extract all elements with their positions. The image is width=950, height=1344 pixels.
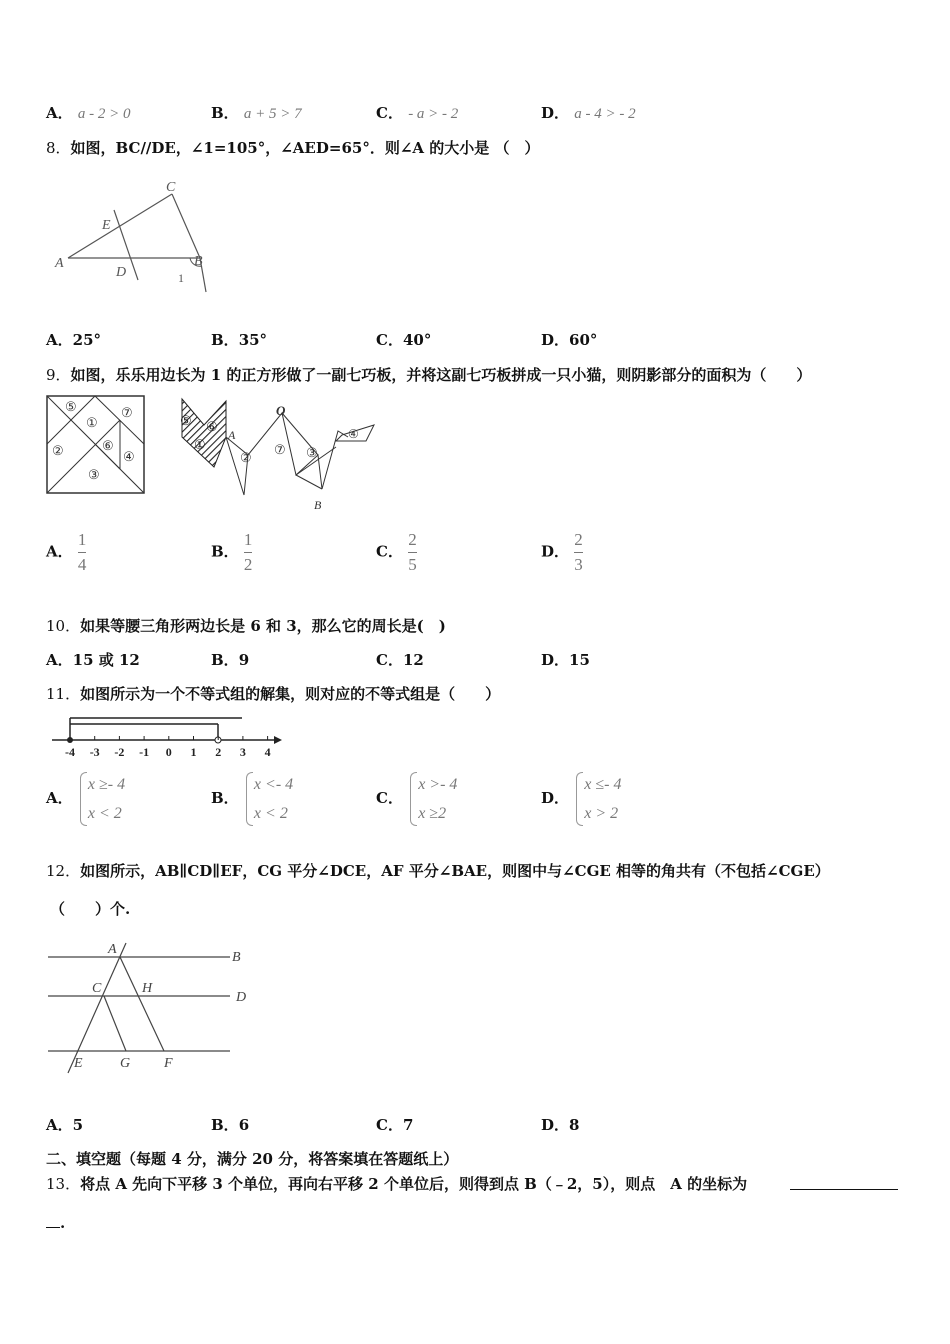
q12-label-f: F (164, 1056, 173, 1071)
q8-label-a: A (55, 256, 64, 271)
q11-tick-label: -4 (65, 745, 75, 759)
q8-figure (50, 172, 220, 302)
q12-label-g: G (120, 1056, 131, 1071)
q9-cat-label-5: ⑤ (180, 413, 192, 428)
q8-label-b: B (194, 254, 203, 269)
q9-cat-label-o: O (276, 403, 286, 418)
q11-option-c: C． x >- 4 x ≥2 (376, 770, 457, 828)
q9-cat-label-1: ① (194, 437, 206, 452)
q8-label-c: C (166, 180, 176, 195)
q12-option-b: B．6 (211, 1116, 250, 1134)
q11-option-a: A． x ≥- 4 x < 2 (46, 770, 125, 828)
q10-option-a: A．15 或 12 (46, 651, 140, 669)
q7-option-c: C． - a > - 2 (376, 104, 459, 122)
q11-tick-label: -3 (89, 745, 100, 759)
q9-sq-label-3: ③ (88, 467, 100, 482)
q9-option-a: A． $\frac{1}{4}$ (46, 530, 87, 574)
q10-option-d: D．15 (541, 651, 590, 669)
q11-tick-label: 1 (190, 745, 197, 759)
q12-label-e: E (74, 1056, 83, 1071)
q7-option-a: A． a - 2 > 0 (46, 104, 131, 122)
q8-option-c: C．40° (376, 331, 432, 349)
q11-tick-label: 4 (264, 745, 271, 759)
q10-option-c: C．12 (376, 651, 424, 669)
q9-cat-label-7: ⑦ (274, 442, 286, 457)
q9-cat-label-b: B (314, 498, 322, 512)
q13-stem: 13．将点 A 先向下平移 3 个单位，再向右平移 2 个单位后，则得到点 B（﹣2，5），则点 A 的坐标为 (46, 1175, 748, 1193)
q9-cat-label-6: ⑥ (206, 419, 218, 434)
q11-tick-label: 3 (239, 745, 246, 759)
q13-answer-blank-tail: . (46, 1213, 65, 1232)
q12-label-d: D (236, 990, 247, 1005)
q11-tick-label: -1 (139, 745, 150, 759)
q11-stem: 11．如图所示为一个不等式组的解集，则对应的不等式组是（ ） (46, 685, 501, 703)
q11-tick-label: 0 (165, 745, 172, 759)
q9-sq-label-4: ④ (123, 449, 135, 464)
q10-option-b: B．9 (211, 651, 250, 669)
q11-tick-label: -2 (114, 745, 125, 759)
q11-number-line (50, 712, 290, 760)
q9-option-d: D． $\frac{2}{3}$ (541, 530, 583, 574)
q12-figure (44, 935, 264, 1075)
q12-option-c: C．7 (376, 1116, 414, 1134)
q10-stem: 10．如果等腰三角形两边长是 6 和 3，那么它的周长是( ) (46, 617, 446, 635)
q12-label-b: B (232, 950, 241, 965)
q9-cat-figure (176, 395, 386, 515)
q8-option-a: A．25° (46, 331, 102, 349)
q9-cat-label-3: ③ (306, 445, 318, 460)
q11-option-b: B． x <- 4 x < 2 (211, 770, 293, 828)
q12-stem: 12．如图所示，AB∥CD∥EF，CG 平分∠DCE，AF 平分∠BAE，则图中与∠CGE 相等的角共有（不包括∠CGE） (46, 862, 830, 880)
q9-sq-label-2: ② (52, 443, 64, 458)
q12-option-a: A．5 (46, 1116, 84, 1134)
q11-tick-label: 2 (215, 745, 222, 759)
q8-label-e: E (102, 218, 111, 233)
q9-option-c: C． $\frac{2}{5}$ (376, 530, 417, 574)
q12-option-d: D．8 (541, 1116, 580, 1134)
q13-answer-blank (790, 1189, 898, 1190)
q9-cat-label-4: ④ (348, 427, 359, 441)
q9-cat-label-2: ② (240, 450, 252, 465)
q12-stem-2: （ ）个. (50, 900, 131, 918)
q8-stem: 8．如图，BC//DE，∠1=105°，∠AED=65°．则∠A 的大小是 （ ） (46, 139, 540, 157)
q12-label-a: A (108, 942, 117, 957)
q9-sq-label-7: ⑦ (121, 405, 133, 420)
q9-sq-label-1: ① (86, 415, 98, 430)
q9-stem: 9．如图，乐乐用边长为 1 的正方形做了一副七巧板，并将这副七巧板拼成一只小猫，则阴影部分的面积为（ ） (46, 366, 812, 384)
q12-label-c: C (92, 981, 102, 996)
q8-label-1: 1 (178, 271, 184, 285)
q7-option-d: D． a - 4 > - 2 (541, 104, 636, 122)
q9-option-b: B． $\frac{1}{2}$ (211, 530, 253, 574)
q11-option-d: D． x ≤- 4 x > 2 (541, 770, 621, 828)
q7-option-b: B． a + 5 > 7 (211, 104, 302, 122)
q9-cat-label-a: A (228, 428, 236, 442)
q8-option-d: D．60° (541, 331, 598, 349)
section-2-title: 二、填空题（每题 4 分，满分 20 分，将答案填在答题纸上） (46, 1150, 459, 1168)
q8-label-d: D (116, 265, 127, 280)
q9-sq-label-5: ⑤ (65, 399, 77, 414)
q9-sq-label-6: ⑥ (102, 438, 114, 453)
q8-option-b: B．35° (211, 331, 268, 349)
q9-square-figure (46, 395, 146, 495)
q12-label-h: H (142, 981, 153, 996)
